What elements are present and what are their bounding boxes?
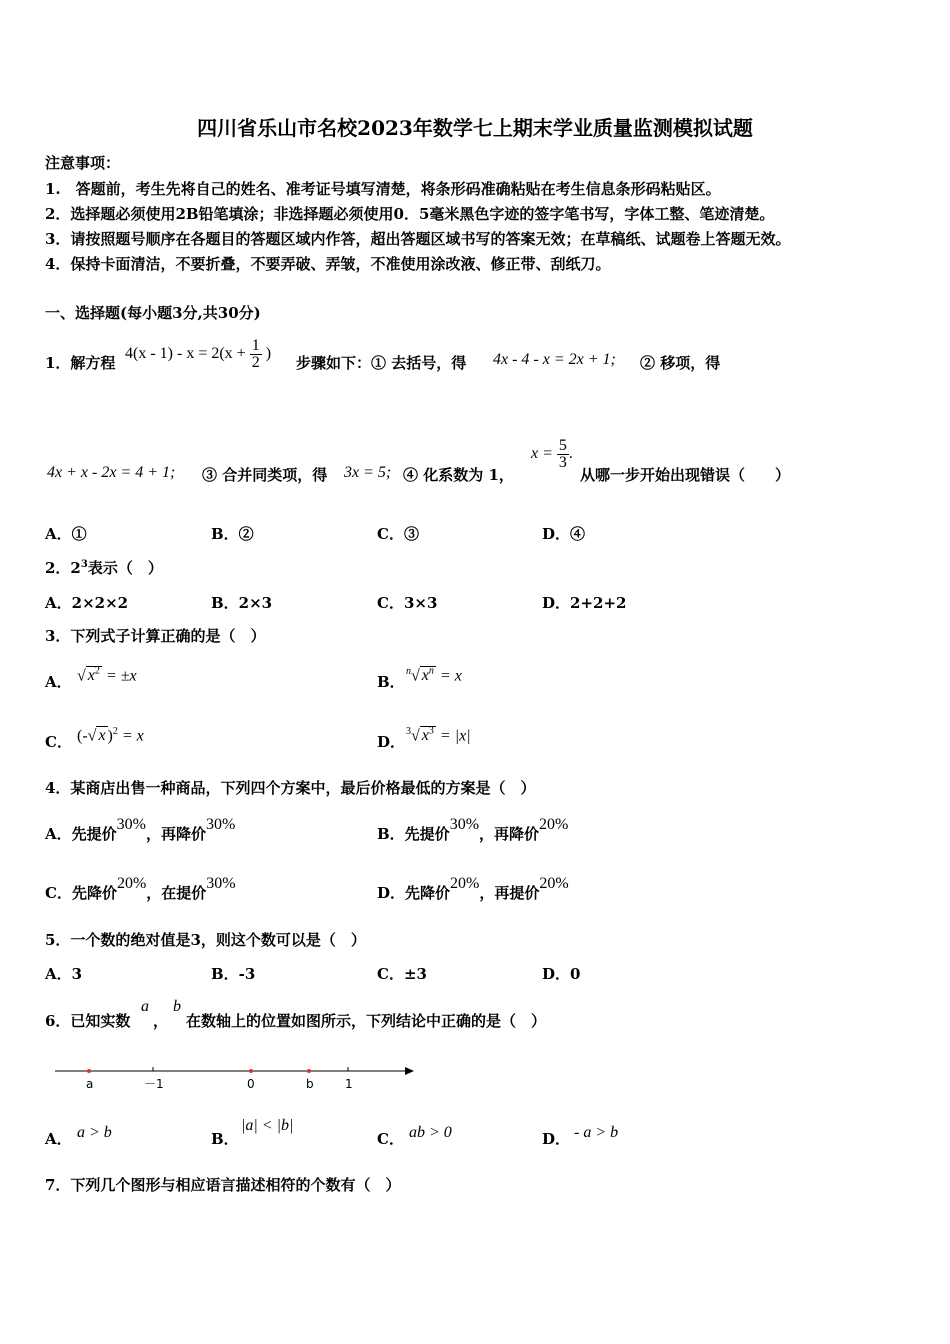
q6-var-a: a xyxy=(141,998,149,1015)
q3-d-radicand: x xyxy=(421,727,429,745)
q4-c-pct1: 20% xyxy=(116,875,147,892)
q4-a-pct2: 30% xyxy=(205,816,236,833)
q4-option-b[interactable] xyxy=(377,816,569,844)
q4-a-text1: A．先提价 xyxy=(45,825,117,843)
section-heading: 一、选择题(每小题3分,共30分) xyxy=(45,304,261,322)
q1-step4-den: 3 xyxy=(558,454,567,471)
q1-step4-fraction xyxy=(557,438,569,471)
q4-d-pct2: 20% xyxy=(539,875,569,892)
q2-stem xyxy=(45,557,163,578)
q3-d-power: 3 xyxy=(428,726,434,737)
q3-c-rhs: = x xyxy=(117,727,144,745)
q3-b-rhs: = x xyxy=(435,667,462,685)
q1-option-a[interactable]: A．① xyxy=(45,525,87,543)
number-line-arrow-icon xyxy=(405,1067,414,1075)
q6-option-b-label[interactable]: B． xyxy=(211,1130,239,1148)
q1-after-text: ② 移项，得 xyxy=(640,354,721,372)
q1-equation xyxy=(125,338,271,371)
q3-option-d-label[interactable]: D． xyxy=(377,733,406,751)
q1-option-c[interactable]: C．③ xyxy=(377,525,419,543)
label-zero: 0 xyxy=(247,1077,255,1091)
q4-b-text1: B．先提价 xyxy=(377,825,450,843)
q5-stem: 5．一个数的绝对值是3，则这个数可以是（ ） xyxy=(45,931,366,949)
q3-c-power: 2 xyxy=(112,726,118,737)
q3-option-b-math[interactable] xyxy=(406,666,462,685)
q1-fraction xyxy=(250,338,262,371)
q1-prefix: 1．解方程 xyxy=(45,354,116,372)
q1-step4-num: 5 xyxy=(558,437,567,454)
label-minus-one: －1 xyxy=(144,1077,164,1091)
radical-sign-icon: √ xyxy=(87,727,97,745)
q4-d-text2: ，再提价 xyxy=(479,884,540,902)
radical-sign-icon: √ xyxy=(77,667,86,685)
q4-c-text1: C．先降价 xyxy=(45,884,117,902)
q3-d-rhs: = |x| xyxy=(435,727,471,745)
q6-option-c-math[interactable]: ab > 0 xyxy=(409,1124,452,1141)
q1-ending: 从哪一步开始出现错误（ ） xyxy=(580,466,791,484)
q1-text4: ④ 化系数为 1， xyxy=(403,466,514,484)
q2-base: 2．2 xyxy=(45,559,81,577)
q3-a-power: 2 xyxy=(94,666,100,677)
q1-mid-text: 步骤如下：① 去括号，得 xyxy=(296,354,467,372)
q3-a-rhs: = ±x xyxy=(101,667,137,685)
q2-option-c[interactable]: C．3×3 xyxy=(377,594,438,612)
q3-stem: 3．下列式子计算正确的是（ ） xyxy=(45,627,266,645)
q4-c-text2: ，在提价 xyxy=(146,884,207,902)
q2-option-d[interactable]: D．2+2+2 xyxy=(542,594,627,612)
q7-stem: 7．下列几个图形与相应语言描述相符的个数有（ ） xyxy=(45,1176,401,1194)
q4-d-pct1: 20% xyxy=(450,875,480,892)
notice-item-1: 1. 答题前，考生先将自己的姓名、准考证号填写清楚，将条形码准确粘贴在考生信息条形码粘贴区。 xyxy=(45,180,721,198)
q6-option-d-label[interactable]: D． xyxy=(542,1130,571,1148)
q3-b-power: n xyxy=(428,666,434,677)
q5-option-a[interactable]: A．3 xyxy=(45,965,83,983)
q4-a-pct1: 30% xyxy=(116,816,146,833)
label-b: b xyxy=(306,1077,314,1091)
q1-step4 xyxy=(531,438,573,471)
q1-frac-num: 1 xyxy=(251,337,260,354)
q6-option-d-math[interactable]: - a > b xyxy=(574,1124,619,1141)
q6-option-a-math[interactable]: a > b xyxy=(77,1124,112,1141)
q3-option-b-label[interactable]: B． xyxy=(377,673,405,691)
q4-d-text1: D．先降价 xyxy=(377,884,451,902)
q4-stem: 4．某商店出售一种商品，下列四个方案中，最后价格最低的方案是（ ） xyxy=(45,779,536,797)
q1-option-b[interactable]: B．② xyxy=(211,525,254,543)
q3-option-a-label[interactable]: A． xyxy=(45,673,72,691)
q1-step1: 4x - 4 - x = 2x + 1; xyxy=(493,351,616,368)
q3-b-index: n xyxy=(406,666,411,677)
q3-option-d-math[interactable] xyxy=(406,726,471,745)
label-a: a xyxy=(86,1077,94,1091)
q4-a-text2: ，再降价 xyxy=(145,825,206,843)
q4-b-pct2: 20% xyxy=(539,816,569,833)
q4-b-pct1: 30% xyxy=(449,816,480,833)
q6-var-b: b xyxy=(173,998,181,1015)
point-zero xyxy=(249,1069,253,1073)
label-one: 1 xyxy=(345,1077,353,1091)
q3-b-radicand: x xyxy=(421,667,429,685)
radical-sign-icon: √ xyxy=(411,727,420,745)
q6-prefix: 6．已知实数 xyxy=(45,1012,131,1030)
q2-option-b[interactable]: B．2×3 xyxy=(211,594,273,612)
q1-step3: 3x = 5; xyxy=(344,464,392,481)
q2-suffix: 表示（ ） xyxy=(87,559,163,577)
q1-text3: ③ 合并同类项，得 xyxy=(202,466,328,484)
radical-sign-icon: √ xyxy=(411,667,420,685)
point-b xyxy=(307,1069,311,1073)
page-title: 四川省乐山市名校2023年数学七上期末学业质量监测模拟试题 xyxy=(197,116,753,140)
q3-option-c-math[interactable] xyxy=(77,726,144,745)
q6-option-b-math[interactable]: |a| < |b| xyxy=(241,1117,294,1134)
q1-option-d[interactable]: D．④ xyxy=(542,525,586,543)
q2-option-a[interactable]: A．2×2×2 xyxy=(45,594,129,612)
q6-option-c-label[interactable]: C． xyxy=(377,1130,404,1148)
q3-option-a-math[interactable] xyxy=(77,666,137,685)
q3-c-radicand: x xyxy=(98,727,106,745)
q3-c-close: ) xyxy=(107,727,113,745)
q1-eq-close: ) xyxy=(265,345,272,363)
q2-exponent: 3 xyxy=(80,559,88,570)
q3-option-c-label[interactable]: C． xyxy=(45,733,72,751)
q5-option-d[interactable]: D．0 xyxy=(542,965,581,983)
q5-option-c[interactable]: C．±3 xyxy=(377,965,427,983)
number-line xyxy=(50,1058,420,1098)
q1-step4-lhs: x = xyxy=(531,445,553,463)
q1-step4-dot: . xyxy=(568,445,573,463)
q1-eq-left: 4(x - 1) - x = 2(x + xyxy=(125,345,246,363)
q4-option-d[interactable] xyxy=(377,875,569,903)
notice-item-2: 2．选择题必须使用2B铅笔填涂；非选择题必须使用0．5毫米黑色字迹的签字笔书写，字体工整、笔迹清楚。 xyxy=(45,205,775,223)
q3-a-radicand: x xyxy=(87,667,95,685)
q4-b-text2: ，再降价 xyxy=(479,825,540,843)
q4-option-a[interactable] xyxy=(45,816,236,844)
q6-option-a-label[interactable]: A． xyxy=(45,1130,72,1148)
q1-step2: 4x + x - 2x = 4 + 1; xyxy=(47,464,176,481)
q6-comma: ， xyxy=(153,1012,169,1030)
q3-c-open: (- xyxy=(77,727,88,745)
q4-c-pct2: 30% xyxy=(206,875,236,892)
notice-item-4: 4．保持卡面清洁，不要折叠，不要弄破、弄皱，不准使用涂改液、修正带、刮纸刀。 xyxy=(45,255,611,273)
q1-frac-den: 2 xyxy=(251,354,260,371)
q4-option-c[interactable] xyxy=(45,875,236,903)
q3-d-index: 3 xyxy=(406,726,411,737)
notice-item-3: 3．请按照题号顺序在各题目的答题区域内作答，超出答题区域书写的答案无效；在草稿纸、试题卷上答题无效。 xyxy=(45,230,791,248)
notice-heading: 注意事项： xyxy=(45,154,121,172)
q6-suffix: 在数轴上的位置如图所示，下列结论中正确的是（ ） xyxy=(186,1012,547,1030)
point-a xyxy=(87,1069,91,1073)
q5-option-b[interactable]: B．-3 xyxy=(211,965,256,983)
